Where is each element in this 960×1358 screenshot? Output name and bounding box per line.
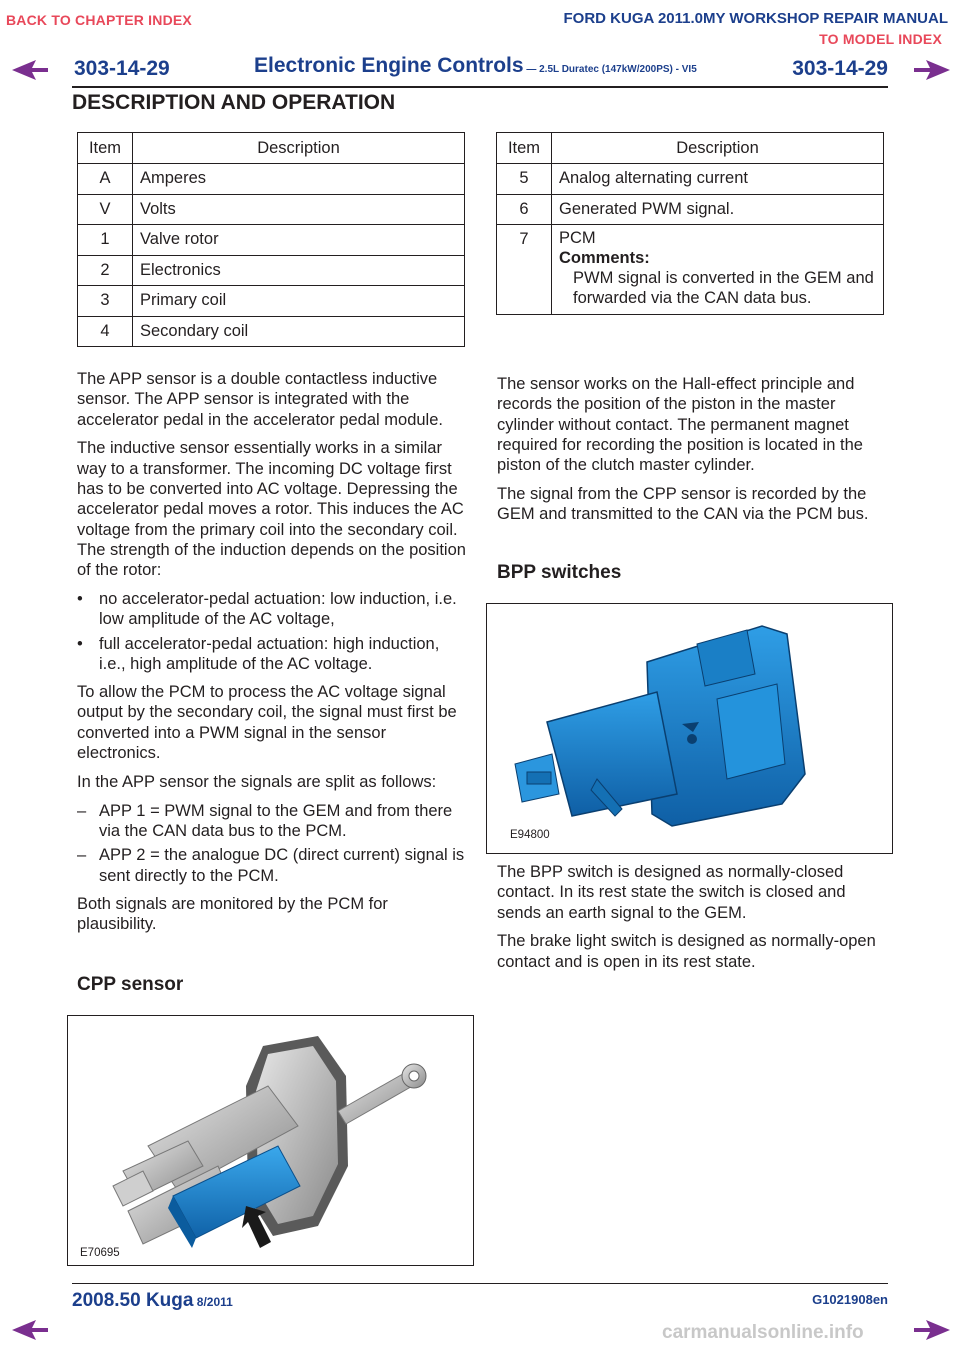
description-cell: Valve rotor (133, 225, 465, 256)
item-cell: 2 (78, 255, 133, 286)
bullet-mark: • (77, 634, 83, 653)
next-page-arrow-icon[interactable] (912, 1318, 952, 1342)
footer-date: 8/2011 (193, 1295, 233, 1309)
description-cell: Primary coil (133, 286, 465, 317)
item-cell: A (78, 164, 133, 195)
back-to-chapter-index-link[interactable]: BACK TO CHAPTER INDEX (6, 12, 192, 28)
list-item (77, 589, 467, 630)
previous-page-arrow-icon[interactable] (10, 1318, 50, 1342)
list-item-text: full accelerator-pedal actuation: high induction, i.e., high amplitude of the AC voltage. (99, 634, 440, 673)
dash-mark: – (77, 846, 87, 865)
right-column (497, 374, 889, 533)
column-header-description: Description (133, 133, 465, 164)
table-row (78, 194, 465, 225)
footer-rule (72, 1283, 888, 1284)
paragraph: Both signals are monitored by the PCM for plausibility. (77, 894, 388, 934)
item-cell: V (78, 194, 133, 225)
table-row (78, 225, 465, 256)
table-row (78, 316, 465, 347)
items-table-right (496, 132, 884, 315)
previous-page-arrow-icon[interactable] (10, 58, 50, 82)
item-cell: 6 (497, 194, 552, 225)
paragraph: The sensor works on the Hall-effect principle and records the position of the piston in the master cylinder without contact. The permanent magnet required for recording the position is located in the piston of the clutch master cylinder. (497, 375, 863, 475)
page-heading: DESCRIPTION AND OPERATION (72, 91, 396, 114)
column-header-item: Item (497, 133, 552, 164)
page-number-right: 303-14-29 (792, 57, 888, 80)
table-row (497, 164, 884, 195)
item-cell: 1 (78, 225, 133, 256)
description-cell: Volts (133, 194, 465, 225)
dash-mark: – (77, 801, 87, 820)
manual-title: FORD KUGA 2011.0MY WORKSHOP REPAIR MANUAL (563, 10, 948, 27)
section-title (254, 54, 697, 78)
table-row (78, 286, 465, 317)
description-cell: Amperes (133, 164, 465, 195)
next-page-arrow-icon[interactable] (912, 58, 952, 82)
section-title-main: Electronic Engine Controls (254, 54, 524, 77)
item-cell: 3 (78, 286, 133, 317)
paragraph: To allow the PCM to process the AC voltage signal output by the secondary coil, the signal must first be converted into a PWM signal in the sensor electronics. (77, 683, 457, 763)
description-cell: Electronics (133, 255, 465, 286)
comments-text: PWM signal is converted in the GEM and forwarded via the CAN data bus. (573, 269, 874, 307)
list-item-text: APP 1 = PWM signal to the GEM and from there via the CAN data bus to the PCM. (99, 801, 453, 840)
list-item (77, 801, 467, 842)
description-cell: Generated PWM signal. (552, 194, 884, 225)
list-item (77, 845, 467, 886)
footer-document-code: G1021908en (812, 1292, 888, 1307)
table-row (78, 255, 465, 286)
cpp-sensor-heading: CPP sensor (77, 974, 184, 995)
section-subtitle: — 2.5L Duratec (147kW/200PS) - VI5 (523, 64, 697, 75)
figure-label: E70695 (80, 1247, 120, 1259)
table-row (497, 194, 884, 225)
bpp-switches-heading: BPP switches (497, 562, 622, 583)
figure-label: E94800 (510, 829, 550, 841)
table-row (78, 164, 465, 195)
paragraph: The BPP switch is designed as normally-closed contact. In its rest state the switch is closed and sends an earth signal to the GEM. (497, 863, 846, 922)
description-cell (552, 225, 884, 315)
table-header-row (497, 133, 884, 164)
bpp-switch-illustration (487, 604, 892, 853)
paragraph: The brake light switch is designed as normally-open contact and is open in its rest state. (497, 932, 876, 971)
watermark: carmanualsonline.info (662, 1322, 864, 1343)
list-item-text: APP 2 = the analogue DC (direct current) signal is sent directly to the PCM. (99, 846, 465, 885)
list-item (77, 634, 467, 675)
list-item-text: no accelerator-pedal actuation: low induction, i.e. low amplitude of the AC voltage, (99, 589, 457, 629)
item-cell: 4 (78, 316, 133, 347)
comments-label: Comments: (559, 249, 650, 267)
cpp-sensor-figure (67, 1015, 474, 1266)
paragraph: The inductive sensor essentially works in a similar way to a transformer. The incoming DC voltage first has to be converted into AC voltage. Depressing the accelerator pedal moves a rotor. This induces the AC voltage from the primary coil into the secondary coil. The strength of the induction depends on the position of the rotor: (77, 439, 466, 580)
description-cell: Analog alternating current (552, 164, 884, 195)
footer-model-name: 2008.50 Kuga (72, 1290, 194, 1311)
item-cell: 7 (497, 225, 552, 315)
paragraph: The signal from the CPP sensor is recorded by the GEM and transmitted to the CAN via the PCM bus. (497, 484, 869, 524)
paragraph: In the APP sensor the signals are split as follows: (77, 772, 437, 791)
table-header-row (78, 133, 465, 164)
right-column-lower (497, 862, 889, 980)
paragraph: The APP sensor is a double contactless inductive sensor. The APP sensor is integrated with the accelerator pedal in the accelerator pedal module. (77, 370, 443, 429)
items-table-left (77, 132, 465, 347)
to-model-index-link[interactable]: TO MODEL INDEX (819, 31, 942, 47)
bullet-mark: • (77, 589, 83, 608)
column-header-item: Item (78, 133, 133, 164)
description-cell: Secondary coil (133, 316, 465, 347)
header-rule (72, 86, 888, 88)
table-row (497, 225, 884, 315)
bpp-switch-figure (486, 603, 893, 854)
footer-model (72, 1290, 233, 1312)
item-cell: 5 (497, 164, 552, 195)
column-header-description: Description (552, 133, 884, 164)
left-column (77, 369, 467, 943)
page-number-left: 303-14-29 (74, 57, 170, 80)
description-text: PCM (559, 229, 596, 247)
cpp-sensor-illustration (68, 1016, 473, 1265)
